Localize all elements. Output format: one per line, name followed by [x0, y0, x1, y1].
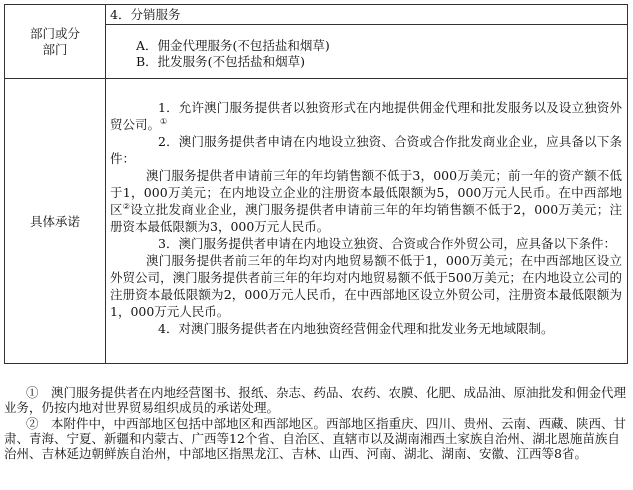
footnote-ref-1: ①: [160, 117, 168, 126]
commitment-text: [110, 99, 622, 337]
commitment-paragraph-1: 1．允许澳门服务提供者以独资形式在内地提供佣金代理和批发服务以及设立独资外贸公司。①: [110, 100, 622, 132]
service-item-b: B．批发服务(不包括盐和烟草): [136, 54, 305, 69]
commitment-paragraph-2: 2．澳门服务提供者申请在内地设立独资、合资或合作批发商业企业，应具备以下条件：: [110, 134, 622, 166]
footnotes: [4, 385, 628, 462]
sector-header: 部门或分部门: [29, 25, 80, 57]
service-item-a: A．佣金代理服务(不包括盐和烟草): [136, 38, 330, 53]
commitment-table: [4, 4, 628, 364]
service-title: 4．分销服务: [106, 5, 627, 25]
sector-header-cell: [5, 5, 106, 78]
sector-row: [5, 5, 627, 79]
commitment-content-cell: [106, 79, 627, 364]
commitment-header-cell: [5, 79, 106, 364]
sector-content-cell: [106, 5, 627, 78]
commitment-paragraph-3: 澳门服务提供者申请前三年的年均销售额不低于3，000万美元；前一年的资产额不低于1，000万美元；在内地设立企业的注册资本最低限额为5，000万元人民币。在中西部地区②设立批发商业企业，澳门服务提供者申请前三年的年均销售额不低于2，000万美元；注册资本最低限额为3，000万元人民币。: [110, 168, 622, 234]
footnote-ref-2: ②: [122, 202, 131, 211]
commitment-header: 具体承诺: [29, 213, 80, 229]
commitment-paragraph-6: 4．对澳门服务提供者在内地独资经营佣金代理和批发业务无地域限制。: [158, 321, 554, 336]
commitment-paragraph-5: 澳门服务提供者前三年的年均对内地贸易额不低于1，000万美元；在中西部地区设立外贸公司，澳门服务提供者前三年的年均对内地贸易额不低于500万美元；在内地设立公司的注册资本最低限额为2，000万元人民币，在中西部地区设立外贸公司，注册资本最低限额为1，000万元人民币。: [110, 253, 622, 319]
footnote-2: ② 本附件中，中西部地区包括中部地区和西部地区。西部地区指重庆、四川、贵州、云南、西藏、陕西、甘肃、青海、宁夏、新疆和内蒙古、广西等12个省、自治区、直辖市以及湖南湘西土家族自治州、湖北恩施苗族自治州、吉林延边朝鲜族自治州，中部地区指黑龙江、吉林、山西、河南、湖北、湖南、安徽、江西等8省。: [4, 416, 627, 461]
service-items: [136, 38, 330, 70]
commitment-row: [5, 79, 627, 364]
commitment-paragraph-4: 3．澳门服务提供者申请在内地设立独资、合资或合作外贸公司，应具备以下条件：: [158, 236, 616, 251]
footnote-1: ① 澳门服务提供者在内地经营图书、报纸、杂志、药品、农药、农膜、化肥、成品油、原油批发和佣金代理业务，仍按内地对世界贸易组织成员的承诺处理。: [4, 385, 627, 415]
